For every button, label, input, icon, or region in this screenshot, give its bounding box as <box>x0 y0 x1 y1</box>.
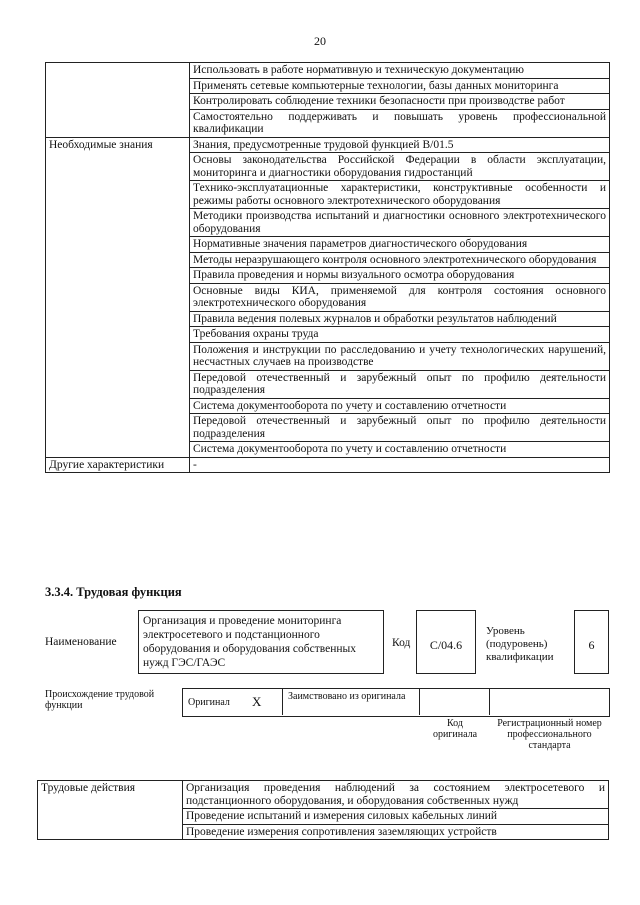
knowledge-item: Основные виды КИА, применяемой для контроля состояния основного электротехнического оборудования <box>190 283 610 311</box>
actions-label: Трудовые действия <box>38 781 183 840</box>
action-item: Проведение испытаний и измерения силовых кабельных линий <box>183 809 609 825</box>
action-item: Проведение измерения сопротивления заземляющих устройств <box>183 824 609 840</box>
table-cell-empty <box>46 63 190 138</box>
knowledge-item: Правила проведения и нормы визуального осмотра оборудования <box>190 268 610 284</box>
name-value: Организация и проведение мониторинга электросетевого и подстанционного оборудования и оборудования собственных нужд ГЭС/ГАЭС <box>143 615 356 669</box>
code-caption: Код оригинала <box>432 718 478 740</box>
knowledge-item: Технико-эксплуатационные характеристики, конструктивные особенности и режимы работы основного электротехнического оборудования <box>190 181 610 209</box>
code-box <box>416 610 476 674</box>
level-value: 6 <box>588 638 595 652</box>
knowledge-item: Методы неразрушающего контроля основного электротехнического оборудования <box>190 252 610 268</box>
borrowed-label: Заимствовано из оригинала <box>288 691 406 702</box>
section-title: 3.3.4. Трудовая функция <box>45 585 182 599</box>
actions-table <box>37 780 609 840</box>
code-label: Код <box>392 637 411 649</box>
knowledge-item: Положения и инструкции по расследованию и учету технологических нарушений, несчастных случаев на производстве <box>190 342 610 370</box>
page-number: 20 <box>314 34 326 48</box>
code-value: С/04.6 <box>429 638 463 652</box>
action-item: Организация проведения наблюдений за состоянием электросетевого и подстанционного оборудования, и оборудования собственных нужд <box>183 781 609 809</box>
level-label: Уровень (подуровень) квалификации <box>486 625 554 663</box>
knowledge-item: Основы законодательства Российской Федерации в области эксплуатации, мониторинга и диагностики оборудования гидростанций <box>190 153 610 181</box>
knowledge-item: Система документооборота по учету и составлению отчетности <box>190 398 610 414</box>
name-box <box>138 610 384 674</box>
knowledge-item: Правила ведения полевых журналов и обработки результатов наблюдений <box>190 311 610 327</box>
knowledge-item: Требования охраны труда <box>190 327 610 343</box>
knowledge-item: Передовой отечественный и зарубежный опыт по профилю деятельности подразделения <box>190 370 610 398</box>
original-label: Оригинал <box>188 697 230 708</box>
skill-item: Самостоятельно поддерживать и повышать уровень профессиональной квалификации <box>190 109 610 137</box>
origin-divider <box>419 688 421 715</box>
knowledge-item: Передовой отечественный и зарубежный опыт по профилю деятельности подразделения <box>190 414 610 442</box>
knowledge-item: Знания, предусмотренные трудовой функцией В/01.5 <box>190 137 610 153</box>
other-value: - <box>190 457 610 473</box>
level-box <box>574 610 609 674</box>
name-label: Наименование <box>45 636 117 648</box>
knowledge-label: Необходимые знания <box>46 137 190 457</box>
skill-item: Контролировать соблюдение техники безопасности при производстве работ <box>190 94 610 110</box>
skill-item: Использовать в работе нормативную и техническую документацию <box>190 63 610 79</box>
original-mark: X <box>252 694 262 709</box>
other-label: Другие характеристики <box>46 457 190 473</box>
knowledge-item: Методики производства испытаний и диагностики основного электротехнического оборудования <box>190 209 610 237</box>
knowledge-item: Нормативные значения параметров диагностического оборудования <box>190 237 610 253</box>
origin-divider <box>282 688 284 715</box>
skill-item: Применять сетевые компьютерные технологии, базы данных мониторинга <box>190 78 610 94</box>
requirements-table <box>45 62 610 473</box>
origin-label: Происхождение трудовой функции <box>45 689 155 711</box>
reg-caption: Регистрационный номер профессионального стандарта <box>497 718 602 751</box>
origin-divider <box>489 688 491 715</box>
knowledge-item: Система документооборота по учету и составлению отчетности <box>190 442 610 458</box>
